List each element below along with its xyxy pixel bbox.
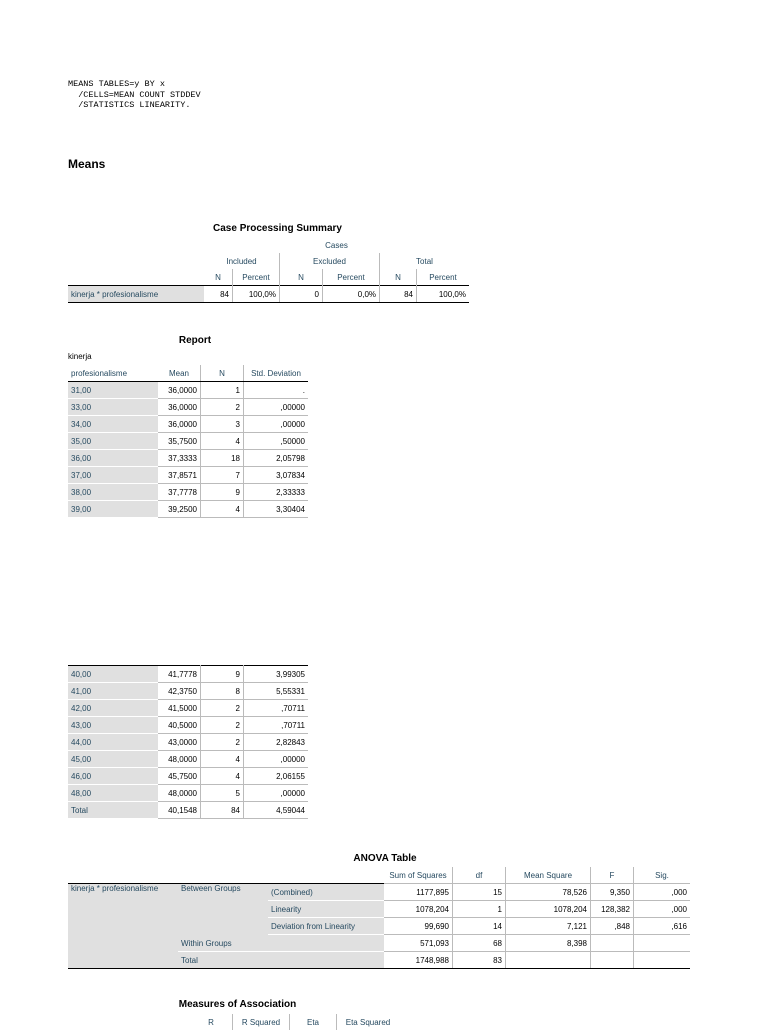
- cell: 40,5000: [158, 717, 201, 734]
- sub-header: Percent: [323, 269, 380, 286]
- cell: 14: [453, 918, 506, 935]
- cell: 1748,988: [384, 952, 453, 969]
- cell: 40,1548: [158, 802, 201, 819]
- row-label: 38,00: [68, 484, 158, 501]
- cell: 37,8571: [158, 467, 201, 484]
- cell: 2: [201, 717, 244, 734]
- cell: ,00000: [244, 751, 309, 768]
- table-row: [68, 785, 308, 802]
- cell: 3,30404: [244, 501, 309, 518]
- cell: 35,7500: [158, 433, 201, 450]
- cell: 43,0000: [158, 734, 201, 751]
- report-title: Report: [178, 335, 212, 346]
- anova-total-label: Total: [178, 952, 384, 969]
- row-label: 48,00: [68, 785, 158, 802]
- cell: 84: [201, 802, 244, 819]
- cell: ,000: [634, 901, 691, 918]
- sub-header: N: [280, 269, 323, 286]
- anova-header: Sig.: [634, 867, 691, 884]
- table-row: [68, 700, 308, 717]
- cell: 36,0000: [158, 382, 201, 399]
- cell: 83: [453, 952, 506, 969]
- cell: 8: [201, 683, 244, 700]
- table-row: [68, 416, 308, 433]
- cell: 2: [201, 399, 244, 416]
- table-row: [68, 751, 308, 768]
- cell: 41,7778: [158, 666, 201, 683]
- association-title: Measures of Association: [178, 999, 297, 1010]
- cell: 45,7500: [158, 768, 201, 785]
- table-row: [68, 467, 308, 484]
- cell: 100,0%: [233, 286, 280, 303]
- sub-header: N: [204, 269, 233, 286]
- cell: 5: [201, 785, 244, 802]
- association-header: Eta Squared: [345, 1017, 391, 1027]
- cell: 8,398: [506, 935, 591, 952]
- cell: 2: [201, 734, 244, 751]
- row-label: 41,00: [68, 683, 158, 700]
- cell: ,00000: [244, 416, 309, 433]
- association-header: Eta: [290, 1014, 337, 1030]
- cell: ,00000: [244, 399, 309, 416]
- table-row: [68, 717, 308, 734]
- cell: 48,0000: [158, 785, 201, 802]
- association-header: R Squared: [233, 1014, 290, 1030]
- anova-header: df: [453, 867, 506, 884]
- sub-header: N: [380, 269, 417, 286]
- cell: 4: [201, 501, 244, 518]
- cell: ,50000: [244, 433, 309, 450]
- anova-table: [68, 867, 690, 969]
- anova-sub-label: Deviation from Linearity: [268, 918, 384, 935]
- row-label: 39,00: [68, 501, 158, 518]
- cell: ,70711: [244, 700, 309, 717]
- cell: 15: [453, 884, 506, 901]
- report-dep-label: kinerja: [68, 352, 92, 361]
- cell: ,00000: [244, 785, 309, 802]
- table-row: [68, 399, 308, 416]
- cell: 4,59044: [244, 802, 309, 819]
- table-row: [68, 382, 308, 399]
- section-title: Means: [68, 157, 106, 171]
- cell: 5,55331: [244, 683, 309, 700]
- association-header: R: [190, 1014, 233, 1030]
- cell: 4: [201, 751, 244, 768]
- report-table-part2: [68, 665, 308, 819]
- table-row: [68, 683, 308, 700]
- cell: 36,0000: [158, 399, 201, 416]
- report-header: Std. Deviation: [244, 365, 309, 382]
- table-row: [68, 734, 308, 751]
- anova-header: Sum of Squares: [384, 867, 453, 884]
- table-row: [68, 450, 308, 467]
- row-label: 36,00: [68, 450, 158, 467]
- cell: .: [244, 382, 309, 399]
- report-table-part1: [68, 365, 308, 518]
- cell: 36,0000: [158, 416, 201, 433]
- cell: 0: [280, 286, 323, 303]
- row-label: Total: [68, 802, 158, 819]
- cell: 41,5000: [158, 700, 201, 717]
- cell: 1: [453, 901, 506, 918]
- cell: 7: [201, 467, 244, 484]
- cell: 1177,895: [384, 884, 453, 901]
- cell: 68: [453, 935, 506, 952]
- report-header: Mean: [158, 365, 201, 382]
- cell: 9,350: [591, 884, 634, 901]
- cell: 99,690: [384, 918, 453, 935]
- cell: 78,526: [506, 884, 591, 901]
- cell: 1: [201, 382, 244, 399]
- anova-title: ANOVA Table: [353, 853, 417, 864]
- report-header: N: [201, 365, 244, 382]
- anova-sub-label: Linearity: [268, 901, 384, 918]
- cell: 2,82843: [244, 734, 309, 751]
- row-label: 46,00: [68, 768, 158, 785]
- table-row: [68, 802, 308, 819]
- syntax-block: MEANS TABLES=y BY x /CELLS=MEAN COUNT STDDEV /STATISTICS LINEARITY.: [68, 79, 201, 110]
- anova-row-label: kinerja * profesionalisme: [68, 884, 178, 969]
- cell: 2,05798: [244, 450, 309, 467]
- table-row: [68, 884, 690, 901]
- table-row: [68, 286, 469, 303]
- row-label: 31,00: [68, 382, 158, 399]
- cell: 4: [201, 433, 244, 450]
- cell: 2,06155: [244, 768, 309, 785]
- cell: 128,382: [591, 901, 634, 918]
- cell: ,616: [634, 918, 691, 935]
- cell: 84: [380, 286, 417, 303]
- cell: 7,121: [506, 918, 591, 935]
- cell: 9: [201, 484, 244, 501]
- row-label: 43,00: [68, 717, 158, 734]
- cell: 3: [201, 416, 244, 433]
- table-row: [68, 484, 308, 501]
- anova-between-label: Between Groups: [178, 884, 268, 935]
- case-summary-title: Case Processing Summary: [213, 223, 342, 234]
- cell: 4: [201, 768, 244, 785]
- cell: 1078,204: [384, 901, 453, 918]
- table-row: [68, 433, 308, 450]
- row-label: 40,00: [68, 666, 158, 683]
- cell: 37,3333: [158, 450, 201, 467]
- cell: 3,99305: [244, 666, 309, 683]
- row-label: kinerja * profesionalisme: [68, 286, 204, 303]
- anova-sub-label: (Combined): [268, 884, 384, 901]
- row-label: 33,00: [68, 399, 158, 416]
- cell: 571,093: [384, 935, 453, 952]
- row-label: 45,00: [68, 751, 158, 768]
- cell: 18: [201, 450, 244, 467]
- sub-header: Percent: [233, 269, 280, 286]
- table-row: [68, 666, 308, 683]
- cell: 39,2500: [158, 501, 201, 518]
- row-label: 37,00: [68, 467, 158, 484]
- anova-header: F: [591, 867, 634, 884]
- cell: ,848: [591, 918, 634, 935]
- sub-header: Percent: [429, 272, 457, 282]
- cell: 48,0000: [158, 751, 201, 768]
- cell: 0,0%: [323, 286, 380, 303]
- row-label: 34,00: [68, 416, 158, 433]
- total-header: Total: [416, 256, 433, 266]
- table-row: [68, 768, 308, 785]
- cell: 37,7778: [158, 484, 201, 501]
- cell: 2,33333: [244, 484, 309, 501]
- cell: 100,0%: [417, 286, 470, 303]
- cell: 2: [201, 700, 244, 717]
- association-table: [190, 1014, 399, 1030]
- anova-within-label: Within Groups: [178, 935, 384, 952]
- cases-header: Cases: [325, 240, 348, 250]
- anova-header: Mean Square: [506, 867, 591, 884]
- table-row: [68, 501, 308, 518]
- row-label: 44,00: [68, 734, 158, 751]
- case-summary-table: [68, 237, 469, 303]
- excluded-header: Excluded: [280, 253, 380, 269]
- cell: 84: [204, 286, 233, 303]
- cell: 42,3750: [158, 683, 201, 700]
- cell: ,000: [634, 884, 691, 901]
- cell: 1078,204: [506, 901, 591, 918]
- cell: 3,07834: [244, 467, 309, 484]
- cell: 9: [201, 666, 244, 683]
- row-label: 35,00: [68, 433, 158, 450]
- cell: ,70711: [244, 717, 309, 734]
- report-header: profesionalisme: [68, 365, 158, 382]
- row-label: 42,00: [68, 700, 158, 717]
- included-header: Included: [204, 253, 280, 269]
